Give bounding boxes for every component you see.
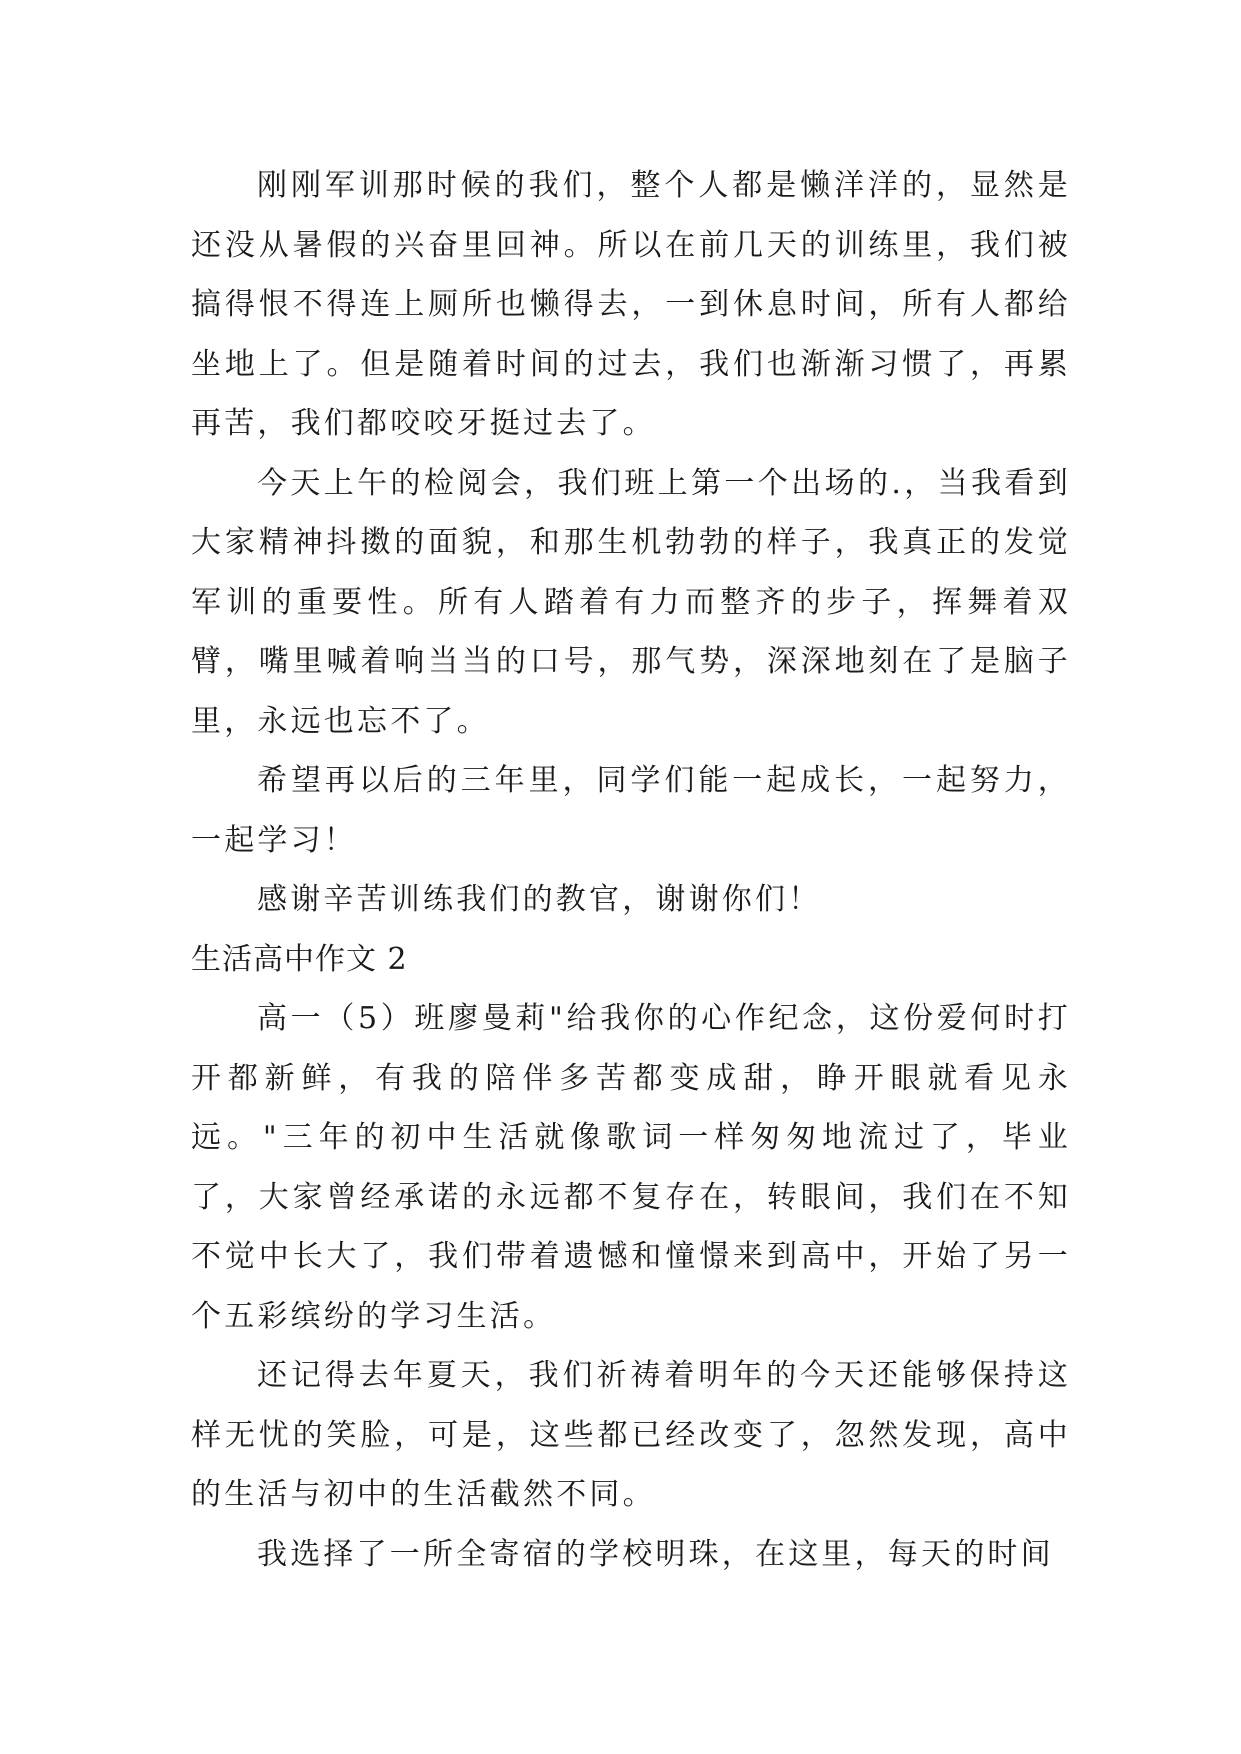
essay-heading: 生活高中作文 2 <box>191 941 408 977</box>
paragraph-last-summer: 还记得去年夏天，我们祈祷着明年的今天还能够保持这样无忧的笑脸，可是，这些都已经改变了，忽然发现，高中的生活与初中的生活截然不同。 <box>191 1358 1071 1512</box>
document-body <box>191 156 1071 1584</box>
paragraph-high-school-intro: 高一（5）班廖曼莉"给我你的心作纪念，这份爱何时打开都新鲜，有我的陪伴多苦都变成甜，睁开眼就看见永远。"三年的初中生活就像歌词一样匆匆地流过了，毕业了，大家曾经承诺的永远都不复存在，转眼间，我们在不知不觉中长大了，我们带着遗憾和憧憬来到高中，开始了另一个五彩缤纷的学习生活。 <box>191 1001 1071 1334</box>
paragraph-review-ceremony: 今天上午的检阅会，我们班上第一个出场的.，当我看到大家精神抖擞的面貌，和那生机勃勃的样子，我真正的发觉军训的重要性。所有人踏着有力而整齐的步子，挥舞着双臂，嘴里喊着响当当的口号，那气势，深深地刻在了是脑子里，永远也忘不了。 <box>191 465 1071 739</box>
paragraph-boarding-school: 我选择了一所全寄宿的学校明珠，在这里，每天的时间 <box>257 1536 1054 1572</box>
paragraph-hope: 希望再以后的三年里，同学们能一起成长，一起努力，一起学习！ <box>191 763 1071 858</box>
paragraph-military-training-start: 刚刚军训那时候的我们，整个人都是懒洋洋的，显然是还没从暑假的兴奋里回神。所以在前几天的训练里，我们被搞得恨不得连上厕所也懒得去，一到休息时间，所有人都给坐地上了。但是随着时间的过去，我们也渐渐习惯了，再累再苦，我们都咬咬牙挺过去了。 <box>191 168 1071 441</box>
paragraph-thanks: 感谢辛苦训练我们的教官，谢谢你们！ <box>257 882 822 917</box>
